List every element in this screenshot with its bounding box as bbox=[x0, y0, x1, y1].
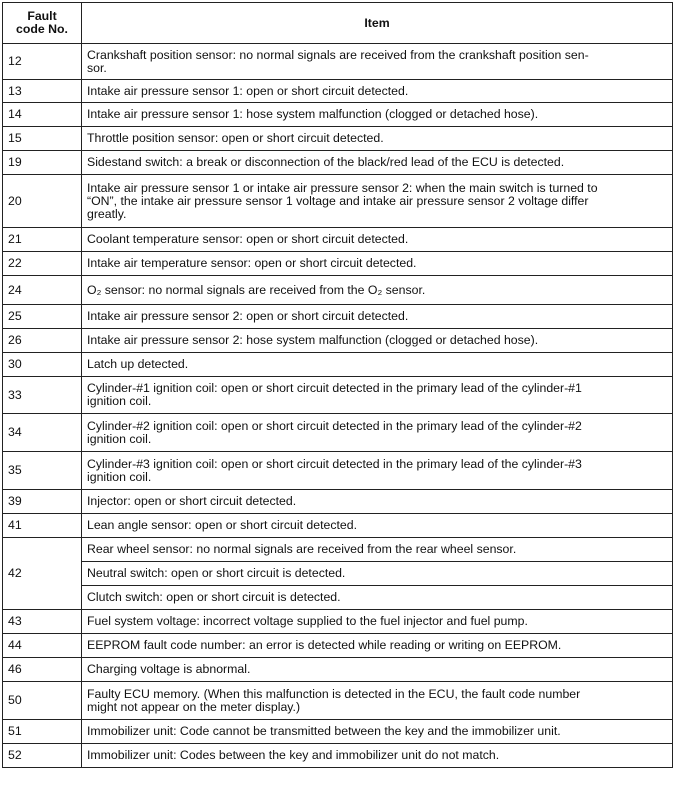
table-row bbox=[3, 252, 673, 276]
item-cell: Injector: open or short circuit detected. bbox=[82, 490, 673, 514]
table-body bbox=[3, 44, 673, 768]
table-row bbox=[3, 538, 673, 562]
table-row bbox=[3, 744, 673, 768]
table-row bbox=[3, 490, 673, 514]
item-cell: Immobilizer unit: Codes between the key and immobilizer unit do not match. bbox=[82, 744, 673, 768]
fault-code-cell: 33 bbox=[3, 377, 82, 414]
item-cell: Coolant temperature sensor: open or short circuit detected. bbox=[82, 228, 673, 252]
table-row bbox=[3, 514, 673, 538]
table-row bbox=[3, 44, 673, 80]
table-row bbox=[3, 305, 673, 329]
item-cell: Cylinder-#3 ignition coil: open or short circuit detected in the primary lead of the cylinder-#3 ignition coil. bbox=[82, 452, 673, 490]
table-row bbox=[3, 276, 673, 305]
item-cell: Crankshaft position sensor: no normal signals are received from the crankshaft position sen- sor. bbox=[82, 44, 673, 80]
fault-code-cell: 44 bbox=[3, 634, 82, 658]
table-row bbox=[3, 452, 673, 490]
fault-code-header: Fault code No. bbox=[3, 3, 82, 44]
item-cell: Throttle position sensor: open or short circuit detected. bbox=[82, 127, 673, 151]
table-row bbox=[3, 329, 673, 353]
fault-code-cell: 42 bbox=[3, 538, 82, 610]
item-cell: Sidestand switch: a break or disconnection of the black/red lead of the ECU is detected. bbox=[82, 151, 673, 175]
fault-code-table bbox=[2, 2, 673, 768]
fault-code-cell: 14 bbox=[3, 103, 82, 127]
item-cell: Lean angle sensor: open or short circuit detected. bbox=[82, 514, 673, 538]
table-row bbox=[3, 634, 673, 658]
table-row bbox=[3, 586, 673, 610]
item-cell: Intake air pressure sensor 2: open or short circuit detected. bbox=[82, 305, 673, 329]
table-row bbox=[3, 127, 673, 151]
item-cell: EEPROM fault code number: an error is detected while reading or writing on EEPROM. bbox=[82, 634, 673, 658]
item-cell: Intake air pressure sensor 1 or intake air pressure sensor 2: when the main switch is turned to “ON”, the intake air pressure sensor 1 voltage and intake air pressure sensor 2 voltage differ greatly. bbox=[82, 175, 673, 228]
fault-code-cell: 26 bbox=[3, 329, 82, 353]
table-row bbox=[3, 562, 673, 586]
fault-code-cell: 39 bbox=[3, 490, 82, 514]
table-row bbox=[3, 682, 673, 720]
table-row bbox=[3, 151, 673, 175]
fault-code-cell: 50 bbox=[3, 682, 82, 720]
table-row bbox=[3, 720, 673, 744]
fault-code-cell: 19 bbox=[3, 151, 82, 175]
table-row bbox=[3, 228, 673, 252]
item-cell: Rear wheel sensor: no normal signals are received from the rear wheel sensor. bbox=[82, 538, 673, 562]
fault-code-cell: 30 bbox=[3, 353, 82, 377]
fault-code-cell: 51 bbox=[3, 720, 82, 744]
item-cell: Faulty ECU memory. (When this malfunction is detected in the ECU, the fault code number might not appear on the meter display.) bbox=[82, 682, 673, 720]
fault-code-cell: 52 bbox=[3, 744, 82, 768]
item-cell: Latch up detected. bbox=[82, 353, 673, 377]
item-cell: Intake air pressure sensor 1: hose system malfunction (clogged or detached hose). bbox=[82, 103, 673, 127]
table-row bbox=[3, 610, 673, 634]
fault-code-cell: 34 bbox=[3, 414, 82, 452]
table-row bbox=[3, 658, 673, 682]
item-header: Item bbox=[82, 3, 673, 44]
table-row bbox=[3, 175, 673, 228]
fault-code-cell: 43 bbox=[3, 610, 82, 634]
fault-code-cell: 13 bbox=[3, 80, 82, 103]
table-row bbox=[3, 414, 673, 452]
fault-code-cell: 35 bbox=[3, 452, 82, 490]
item-cell: Cylinder-#1 ignition coil: open or short circuit detected in the primary lead of the cylinder-#1 ignition coil. bbox=[82, 377, 673, 414]
item-cell: Immobilizer unit: Code cannot be transmitted between the key and the immobilizer unit. bbox=[82, 720, 673, 744]
table-row bbox=[3, 80, 673, 103]
item-cell: Cylinder-#2 ignition coil: open or short circuit detected in the primary lead of the cylinder-#2 ignition coil. bbox=[82, 414, 673, 452]
item-cell: O₂ sensor: no normal signals are received from the O₂ sensor. bbox=[82, 276, 673, 305]
item-cell: Intake air pressure sensor 1: open or short circuit detected. bbox=[82, 80, 673, 103]
fault-code-cell: 15 bbox=[3, 127, 82, 151]
fault-code-cell: 24 bbox=[3, 276, 82, 305]
table-row bbox=[3, 377, 673, 414]
item-cell: Intake air pressure sensor 2: hose system malfunction (clogged or detached hose). bbox=[82, 329, 673, 353]
table-row bbox=[3, 353, 673, 377]
table-row bbox=[3, 103, 673, 127]
fault-code-cell: 12 bbox=[3, 44, 82, 80]
fault-code-cell: 25 bbox=[3, 305, 82, 329]
fault-code-cell: 46 bbox=[3, 658, 82, 682]
fault-code-cell: 41 bbox=[3, 514, 82, 538]
item-cell: Charging voltage is abnormal. bbox=[82, 658, 673, 682]
fault-code-cell: 22 bbox=[3, 252, 82, 276]
fault-code-cell: 21 bbox=[3, 228, 82, 252]
item-cell: Intake air temperature sensor: open or short circuit detected. bbox=[82, 252, 673, 276]
item-cell: Neutral switch: open or short circuit is detected. bbox=[82, 562, 673, 586]
header-row bbox=[3, 3, 673, 44]
item-cell: Fuel system voltage: incorrect voltage supplied to the fuel injector and fuel pump. bbox=[82, 610, 673, 634]
fault-code-cell: 20 bbox=[3, 175, 82, 228]
item-cell: Clutch switch: open or short circuit is detected. bbox=[82, 586, 673, 610]
